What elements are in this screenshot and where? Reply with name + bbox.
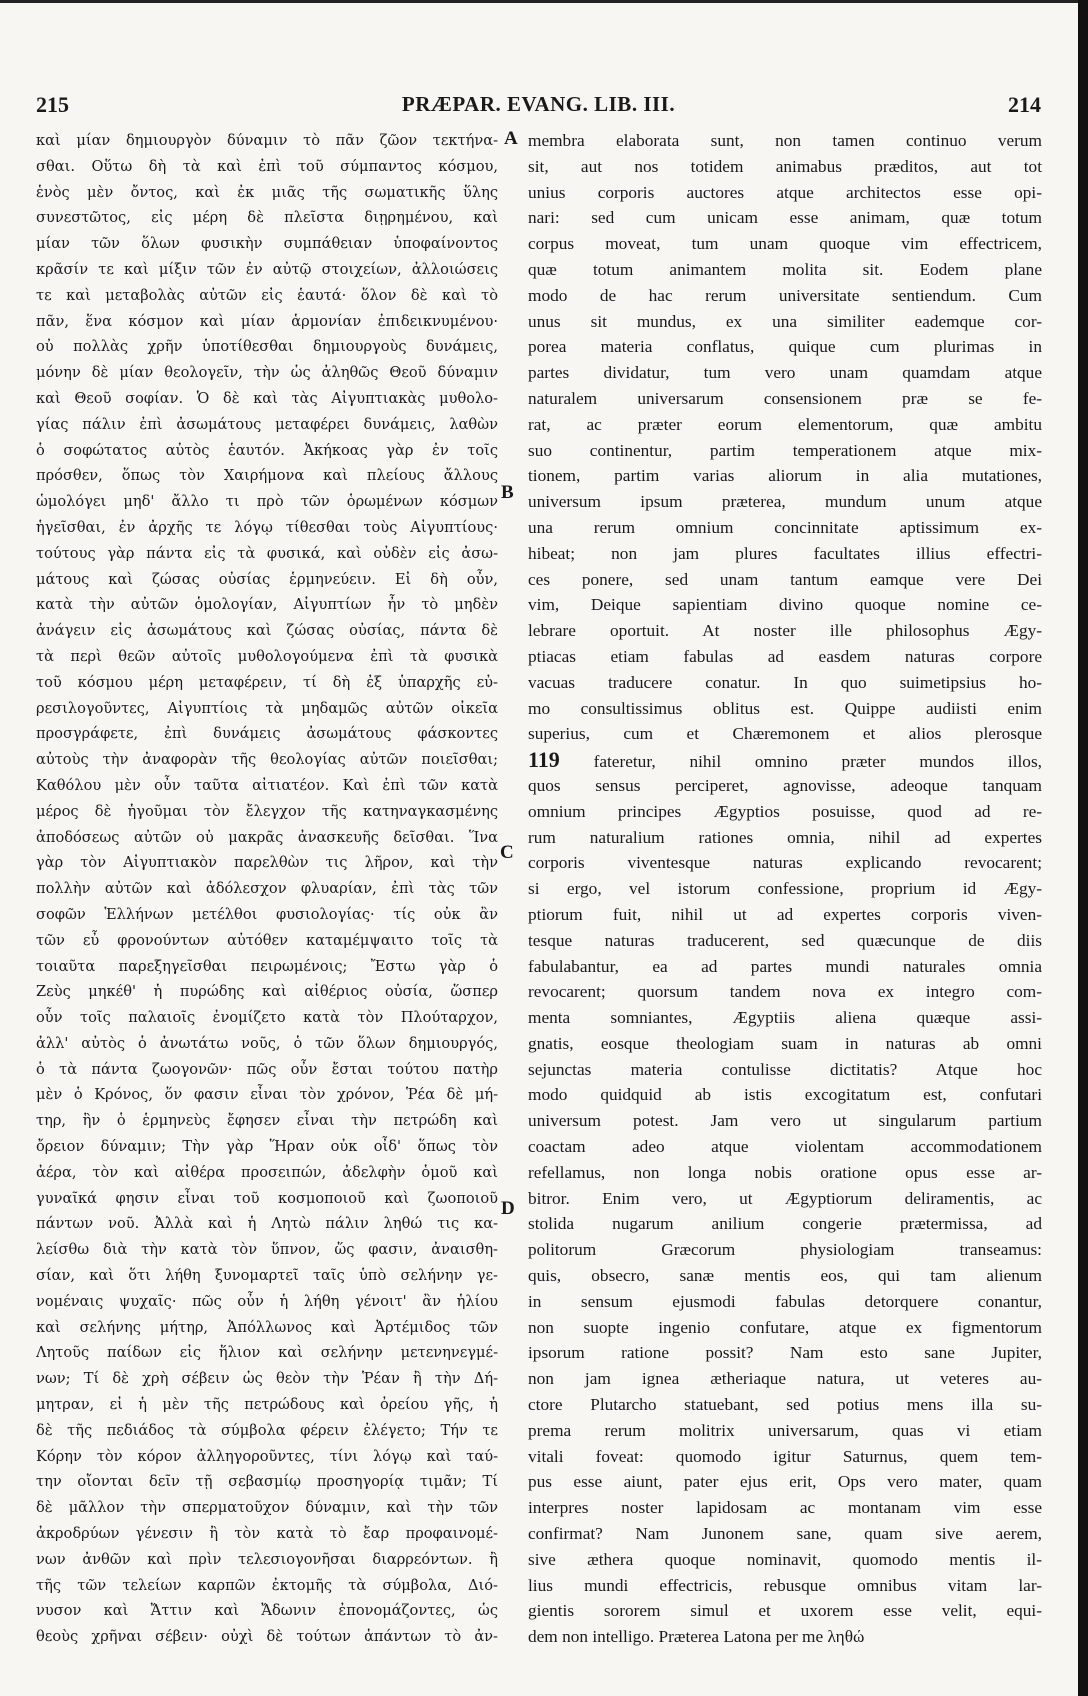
text-line: δὲ μᾶλλον τὴν σπερματοῦχον δύναμιν, καὶ τὴν τῶν bbox=[36, 1499, 498, 1517]
text-line: αὐτοὺς τὴν ἀναφορὰν τῆς θεολογίας αὐτῶν ποιεῖσθαι; bbox=[36, 751, 498, 769]
latin-text-column bbox=[528, 128, 1042, 1650]
text-line: ἀνάγειν εἰς ἀσωμάτους καὶ ζώσας οὐσίας, πάντα δὲ bbox=[36, 622, 498, 640]
text-line: gientis sororem simul et uxorem esse velit, equi- bbox=[528, 1601, 1042, 1621]
text-line: fabulabantur, ea ad partes mundi naturales omnia bbox=[528, 956, 1042, 976]
text-line: Κόρην τὸν κόρον ἀλληγοροῦντες, τίνι λόγῳ καὶ ταύ- bbox=[36, 1447, 498, 1465]
text-line: ἀκροδρύων γένεσιν ἢ τὸν κατὰ τὸ ἔαρ προφαινομέ- bbox=[36, 1525, 498, 1543]
text-line: modo de hac rerum universitate sentiendum. Cum bbox=[528, 285, 1042, 305]
text-line: σθαι. Οὕτω δὴ τὰ καὶ ἐπὶ τοῦ σύμπαντος κόσμου, bbox=[36, 157, 498, 175]
text-line: vacuas traducere conatur. In quo suimetipsius ho- bbox=[528, 672, 1042, 692]
text-line: tesque naturas traducerent, sed quæcunque de diis bbox=[528, 930, 1042, 950]
text-line: μίαν τῶν ὅλων φυσικὴν συμπάθειαν ὑποφαίνοντος bbox=[36, 235, 498, 253]
text-line: membra elaborata sunt, non tamen continuo verum bbox=[528, 131, 1042, 150]
text-line: τοιαῦτα παρεξηγεῖσθαι πειρωμένοις; Ἔστω γὰρ ὁ bbox=[36, 957, 498, 975]
text-line: γὰρ τὸν Αἰγυπτιακὸν παρελθὼν τις λῆρον, καὶ τὴν bbox=[36, 854, 498, 872]
text-line: prema rerum molitrix universarum, quas vi etiam bbox=[528, 1420, 1042, 1440]
text-line: οὐ πολλὰς χρῆν ὑποτίθεσθαι δημιουργοὺς δυνάμεις, bbox=[36, 338, 498, 356]
text-line: λείσθω διὰ τὴν κατὰ τὸν ὕπνον, ὥς φασιν, ἀναισθη- bbox=[36, 1241, 498, 1259]
text-line: corporis viventesque naturas explicando revocarent; bbox=[528, 853, 1042, 873]
greek-text-column bbox=[36, 128, 498, 1650]
text-line: γυναῖκά φησιν εἶναι τοῦ κοσμοποιοῦ καὶ ζωοποιοῦ bbox=[36, 1189, 498, 1207]
text-line: vitali foveat: quomodo igitur Saturnus, quem tem- bbox=[528, 1446, 1042, 1466]
text-line: ces ponere, sed unam tantum eamque vere Dei bbox=[528, 569, 1042, 589]
text-line: unius corporis auctores atque architectos esse opi- bbox=[528, 182, 1042, 202]
text-line: vim, Deique sapientiam divino quoque nomine ce- bbox=[528, 595, 1042, 615]
text-line: ἑνὸς μὲν ὄντος, καὶ ἐκ μιᾶς τῆς σωματικῆς ὕλης bbox=[36, 183, 498, 201]
text-line: ἀποδόσεως αὐτῶν οὐ μακρᾶς ἀνασκευῆς δεῖσθαι. Ἵνα bbox=[36, 828, 498, 846]
text-line: omnium principes Ægyptios posuisse, quod ad re- bbox=[528, 801, 1042, 821]
text-line: τοῦ κόσμου μέρη μεταφέρειν, τί δὴ ἐξ ὑπαρχῆς εὐ- bbox=[36, 673, 498, 691]
text-line: universum potest. Jam vero ut singularum partium bbox=[528, 1111, 1042, 1131]
text-line: τούτους γὰρ πάντα εἰς τὰ φυσικά, καὶ οὐδὲν εἰς ἀσω- bbox=[36, 544, 498, 562]
text-line: σίαν, καὶ ὅτι λήθη ξυνομαρτεῖ ταῖς ὑπὸ σελήνην γε- bbox=[36, 1267, 498, 1285]
text-line: πάντων νοῦ. Ἀλλὰ καὶ ἡ Λητὼ πάλιν ληθώ τις κα- bbox=[36, 1215, 498, 1233]
section-marker-d: D bbox=[501, 1198, 515, 1219]
page-number-left: 215 bbox=[36, 92, 69, 117]
text-line: καὶ Θεοῦ σοφίαν. Ὁ δὲ καὶ τὰς Αἰγυπτιακὰς μυθολο- bbox=[36, 389, 498, 407]
text-line: rat, ac præter eorum elementorum, quæ ambitu bbox=[528, 414, 1042, 434]
text-line: κρᾶσίν τε καὶ μίξιν τῶν ἐν αὐτῷ στοιχείων, ἀλλοιώσεις bbox=[36, 260, 498, 278]
text-line: non suopte ingenio confutare, atque ex figmentorum bbox=[528, 1317, 1042, 1337]
text-line: unus sit mundus, ex una similiter eademque cor- bbox=[528, 311, 1042, 331]
text-line: tionem, partim varias aliorum in alia mutationes, bbox=[528, 466, 1042, 486]
text-line: pus esse aiunt, pater ejus erit, Ops vero mater, quam bbox=[528, 1472, 1042, 1492]
page-edge-shadow bbox=[1078, 0, 1088, 1696]
text-line: νων; Τί δὲ χρὴ σέβειν ὡς θεὸν τὴν Ῥέαν ἢ τὴν Δή- bbox=[36, 1370, 498, 1388]
text-line: μέρος δὲ ἡγοῦμαι τὸν ἔλεγχον τῆς κατηναγκασμένης bbox=[36, 802, 498, 820]
text-line: partes dividatur, tum vero unam quamdam atque bbox=[528, 363, 1042, 383]
text-line: δὲ τῆς πεδιάδος τὰ σύμβολα φέρειν ἐλέγετο; Τήν τε bbox=[36, 1421, 498, 1439]
text-line: οὖν τοῖς παλαιοῖς ἐνομίζετο κατὰ τὸν Πλούταρχον, bbox=[36, 1009, 498, 1027]
text-line: stolida nugarum anilium congerie prætermissa, ad bbox=[528, 1214, 1042, 1234]
text-line: την οἴονται δεῖν τῇ σεβασμίῳ προσηγορίᾳ τιμᾶν; Τί bbox=[36, 1473, 498, 1491]
text-line: suo continentur, partim temperationem atque mix- bbox=[528, 440, 1042, 460]
text-line: lius mundi effectricis, rebusque omnibus vitam lar- bbox=[528, 1575, 1042, 1595]
text-line: menta somniantes, Ægyptiis aliena quæque assi- bbox=[528, 1008, 1042, 1028]
section-marker-c: C bbox=[500, 842, 514, 863]
section-marker-a: A bbox=[504, 128, 518, 149]
text-line: mo consultissimus oblitus est. Quippe audiisti enim bbox=[528, 698, 1042, 718]
text-line: μὲν ὁ Κρόνος, ὅν φασιν εἶναι τὸν χρόνον, Ῥέα δὲ μή- bbox=[36, 1086, 498, 1104]
running-header bbox=[36, 92, 1041, 122]
text-line: corpus moveat, tum unam quoque vim effectricem, bbox=[528, 234, 1042, 254]
text-line: τῆς τῶν τελείων καρπῶν ἐκτομῆς τὰ σύμβολα, Διό- bbox=[36, 1576, 498, 1594]
text-line: quæ totum animantem molita sit. Eodem plane bbox=[528, 259, 1042, 279]
text-line: τῶν εὖ φρονούντων αὐτόθεν καταμέμψαιτο τοῖς τὰ bbox=[36, 931, 498, 949]
text-line: νων ἀνθῶν καὶ πρὶν τελεσιογονῆσαι διαρρεόντων. ἢ bbox=[36, 1550, 498, 1568]
text-line: hibeat; non jam plures facultates illius effectri- bbox=[528, 543, 1042, 563]
text-line: ἀέρα, τὸν καὶ αἰθέρα προσειπών, ἀδελφὴν ὁμοῦ καὶ bbox=[36, 1163, 498, 1181]
text-line: προσγράφετε, ἐπὶ δυνάμεις ἀσωμάτους φάσκοντες bbox=[36, 725, 498, 743]
text-line: superius, cum et Chæremonem et alios plerosque bbox=[528, 724, 1042, 744]
text-line: naturalem universarum consensionem præ se fe- bbox=[528, 388, 1042, 408]
text-line: sejunctas materia contulisse dictitatis? Atque hoc bbox=[528, 1059, 1042, 1079]
text-line: καὶ μίαν δημιουργὸν δύναμιν τὸ πᾶν ζῶον τεκτήνα- bbox=[36, 132, 498, 149]
folio-number: 119 bbox=[528, 747, 560, 773]
text-line: τε καὶ μεταβολὰς αὐτῶν εἰς ἑαυτά· ὅλον δὲ καὶ τὸ bbox=[36, 286, 498, 304]
text-line: universum ipsum præterea, mundum unum atque bbox=[528, 492, 1042, 512]
text-line: non jam ignea ætheriaque natura, ut veteres au- bbox=[528, 1369, 1042, 1389]
text-line: interpres noster lapidosam ac montanam vim esse bbox=[528, 1498, 1042, 1518]
text-line: ὄρειον δύναμιν; Τὴν γὰρ Ἥραν οὐκ οἶδ' ὅπως τὸν bbox=[36, 1138, 498, 1156]
page-number-right: 214 bbox=[1008, 92, 1041, 117]
text-line: confirmat? Nam Junonem sane, quam sive aerem, bbox=[528, 1524, 1042, 1544]
text-line: τηρ, ἣν ὁ ἑρμηνεὺς ἔφησεν εἶναι τὴν πετρώδη καὶ bbox=[36, 1112, 498, 1130]
text-line: si ergo, vel istorum confessione, proprium id Ægy- bbox=[528, 879, 1042, 899]
text-line: quos sensus perciperet, agnovisse, adeoque tanquam bbox=[528, 775, 1042, 795]
text-line: ctore Plutarcho statuebant, sed potius mens illa su- bbox=[528, 1395, 1042, 1415]
text-line-rest: fateretur, nihil omnino præter mundos illos, bbox=[559, 752, 1042, 772]
text-line: μητραν, εἰ ἡ μὲν τῆς πετρώδους καὶ ὀρείου γῆς, ἡ bbox=[36, 1396, 498, 1414]
text-line: ὡμολόγει μηδ' ἄλλο τι πρὸ τῶν ὁρωμένων κόσμων bbox=[36, 493, 498, 511]
text-line: bitror. Enim vero, ut Ægyptiorum deliramentis, ac bbox=[528, 1188, 1042, 1208]
text-line: μόνην δὲ μίαν θεολογεῖν, τὴν ὡς ἀληθῶς Θεοῦ δύναμιν bbox=[36, 364, 498, 382]
text-line: Καθόλου μὲν οὖν ταῦτα αἰτιατέον. Καὶ ἐπὶ τῶν κατὰ bbox=[36, 776, 498, 794]
text-line: sive æthera quoque nominavit, quomodo mentis il- bbox=[528, 1549, 1042, 1569]
text-line: νυσον καὶ Ἄττιν καὶ Ἄδωνιν ἐπονομάζοντες, ὡς bbox=[36, 1602, 498, 1620]
text-line: lebrare oportuit. At noster ille philosophus Ægy- bbox=[528, 621, 1042, 641]
top-edge-rule bbox=[0, 0, 1088, 3]
text-line: πᾶν, ἕνα κόσμον καὶ μίαν ἁρμονίαν ἐπιδεικνυμένου· bbox=[36, 312, 498, 330]
text-line: gnatis, eosque theologiam suam in naturas ab omni bbox=[528, 1033, 1042, 1053]
text-line: porea materia conflatus, quique cum plurimas in bbox=[528, 337, 1042, 357]
text-line: τὰ περὶ θεῶν αὐτοῖς μυθολογούμενα ἐπὶ τὰ φυσικὰ bbox=[36, 647, 498, 665]
text-line: θεοὺς χρῆναι σέβειν· οὐχὶ δὲ τούτων ἁπάντων τὸ ἀν- bbox=[36, 1628, 498, 1646]
text-line: refellamus, non longa nobis oratione opus esse ar- bbox=[528, 1162, 1042, 1182]
text-line: γίας πάλιν ἐπὶ ἀσωμάτους μεταφέρει δυνάμεις, λαθὼν bbox=[36, 415, 498, 433]
text-line: συνεστῶτος, εἰς μέρη δὲ πλεῖστα διῃρημένου, καὶ bbox=[36, 209, 498, 227]
text-line: νομέναις ψυχαῖς· πῶς οὖν ἡ λήθη γένοιτ' ἂν ἡλίου bbox=[36, 1292, 498, 1310]
text-line: ipsorum ratione possit? Nam esto sane Jupiter, bbox=[528, 1343, 1042, 1363]
text-line: revocarent; quorsum tandem nova ex integro com- bbox=[528, 982, 1042, 1002]
text-line: ptiorum fuit, nihil ut ad expertes corporis viven- bbox=[528, 904, 1042, 924]
text-line: καὶ σελήνης μήτηρ, Ἀπόλλωνος καὶ Ἀρτέμιδος τῶν bbox=[36, 1318, 498, 1336]
text-line: dem non intelligo. Præterea Latona per me ληθώ bbox=[528, 1627, 865, 1647]
text-line: coactam adeo atque violentam accommodationem bbox=[528, 1137, 1042, 1157]
text-line: ὁ τὰ πάντα ζωογονῶν· πῶς οὖν ἔσται τούτου πατὴρ bbox=[36, 1060, 498, 1078]
text-line: nari: sed cum unicam esse animam, quæ totum bbox=[528, 208, 1042, 228]
text-line bbox=[528, 747, 1042, 773]
text-line: quis, obsecro, sanæ mentis eos, qui tam alienum bbox=[528, 1266, 1042, 1286]
text-line: ἡγεῖσθαι, ἐν ἀρχῆς τε λόγῳ τίθεσθαι τοὺς Αἰγυπτίους· bbox=[36, 518, 498, 536]
running-title: PRÆPAR. EVANG. LIB. III. bbox=[401, 92, 676, 116]
text-line: μάτους καὶ ζώσας οὐσίας ἑρμηνεύειν. Εἰ δὴ οὖν, bbox=[36, 570, 498, 588]
text-line: σοφῶν Ἑλλήνων μετέλθοι φυσιολογίας· τίς οὐκ ἂν bbox=[36, 905, 498, 923]
section-marker-b: B bbox=[501, 482, 514, 503]
text-line: modo quidquid ab istis excogitatum est, confutari bbox=[528, 1085, 1042, 1105]
text-line: κατὰ τὴν αὐτῶν ὁμολογίαν, Αἰγυπτίων ἦν τὸ μηδὲν bbox=[36, 596, 498, 614]
text-line: politorum Græcorum physiologiam transeamus: bbox=[528, 1240, 1042, 1260]
text-line: πολλὴν αὐτῶν καὶ ἀδόλεσχον φλυαρίαν, ἐπὶ τὰς τῶν bbox=[36, 880, 498, 898]
text-line: ἀλλ' αὐτὸς ὁ ἀνωτάτω νοῦς, ὁ τῶν ὅλων δημιουργός, bbox=[36, 1034, 498, 1052]
text-line: sit, aut nos totidem animabus præditos, aut tot bbox=[528, 156, 1042, 176]
text-line: Λητοῦς παίδων εἰς ἥλιον καὶ σελήνην μετενηνεγμέ- bbox=[36, 1344, 498, 1362]
text-line: πρόσθεν, ὅπως τὸν Χαιρήμονα καὶ πλείους ἄλλους bbox=[36, 467, 498, 485]
text-line: una rerum omnium concinnitate aptissimum ex- bbox=[528, 517, 1042, 537]
text-line: rum naturalium rationes omnia, nihil ad expertes bbox=[528, 827, 1042, 847]
text-line: in sensum ejusmodi fabulas detorquere conantur, bbox=[528, 1291, 1042, 1311]
text-line: ὁ σοφώτατος αὐτὸς ἑαυτόν. Ἀκήκοας γὰρ ἐν τοῖς bbox=[36, 441, 498, 459]
text-line: ptiacas etiam fabulas ad easdem naturas corpore bbox=[528, 646, 1042, 666]
text-line: ρεσιλογοῦντες, Αἰγυπτίοις τὰ μηδαμῶς αὐτῶν οἰκεῖα bbox=[36, 699, 498, 717]
text-line: Ζεὺς μηκέθ' ἡ πυρώδης καὶ αἰθέριος οὐσία, ὥσπερ bbox=[36, 983, 498, 1001]
